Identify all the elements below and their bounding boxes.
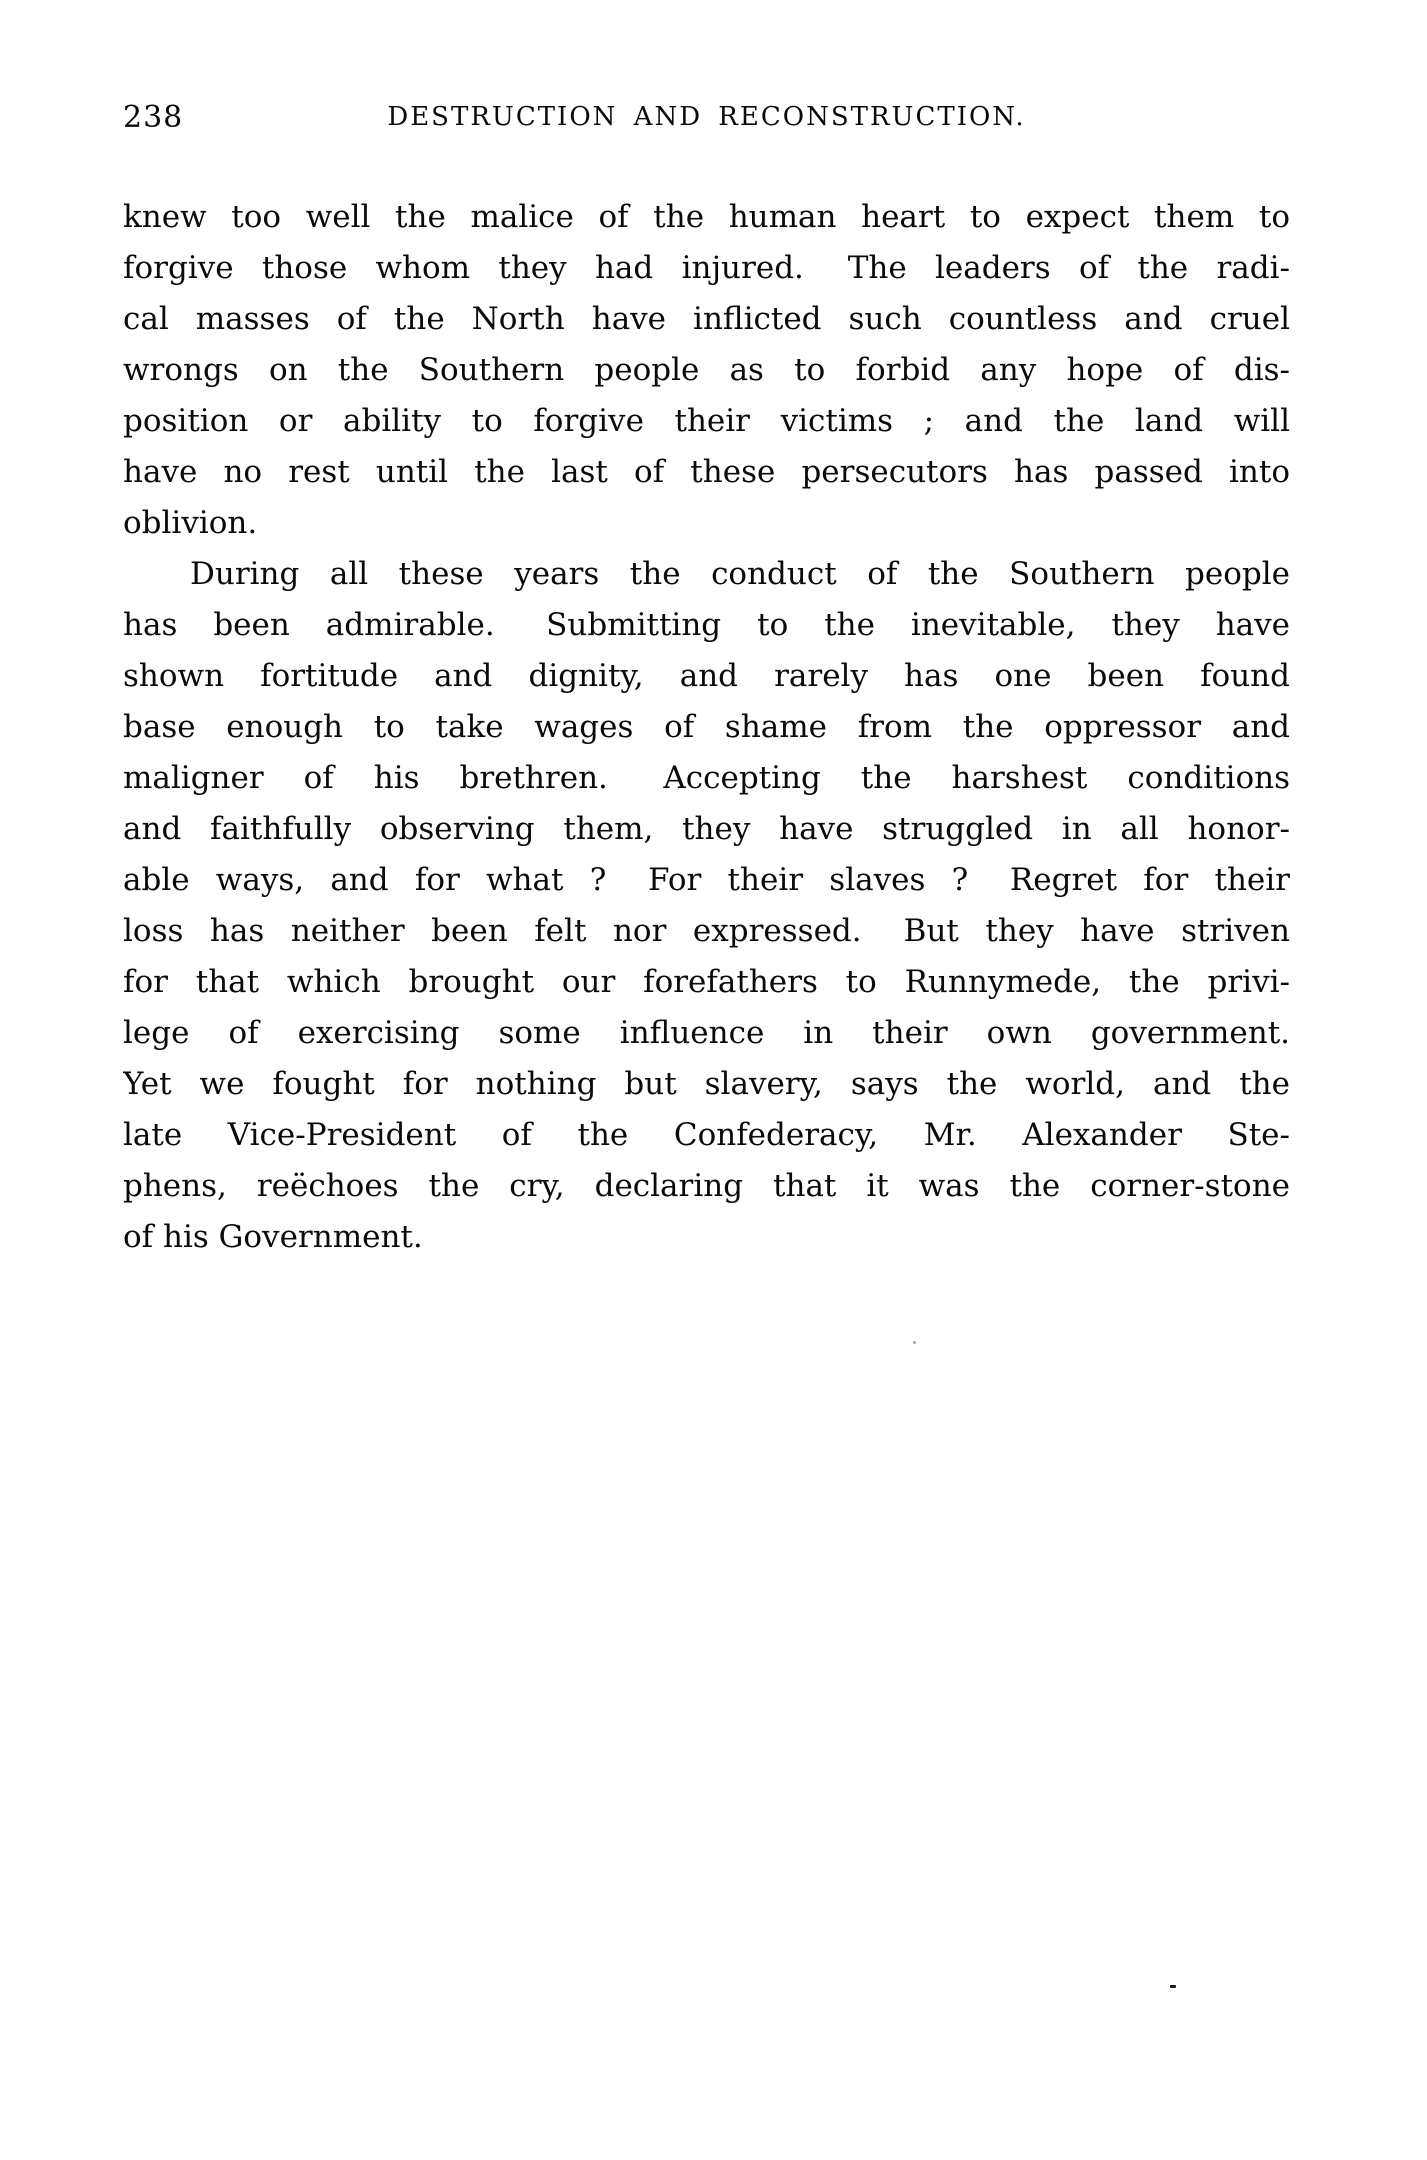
text-line: lege of exercising some influence in their own government. (123, 1015, 1290, 1051)
page-number: 238 (123, 100, 184, 135)
paragraph (123, 549, 1290, 1263)
paragraph (123, 192, 1290, 549)
text-line: wrongs on the Southern people as to forbid any hope of dis- (123, 352, 1290, 388)
text-line: knew too well the malice of the human heart to expect them to (123, 199, 1290, 235)
text-line: phens, reëchoes the cry, declaring that it was the corner-stone (123, 1168, 1290, 1204)
running-header-title: DESTRUCTION AND RECONSTRUCTION. (387, 102, 1026, 132)
text-line: cal masses of the North have inflicted such countless and cruel (123, 301, 1290, 337)
text-line: for that which brought our forefathers to Runnymede, the privi- (123, 964, 1290, 1000)
page-header (123, 100, 1290, 144)
ink-speck (913, 1341, 916, 1344)
text-line: base enough to take wages of shame from the oppressor and (123, 709, 1290, 745)
text-line: late Vice-President of the Confederacy, Mr. Alexander Ste- (123, 1117, 1290, 1153)
text-line: shown fortitude and dignity, and rarely has one been found (123, 658, 1290, 694)
page-text (123, 192, 1290, 1263)
text-line: position or ability to forgive their victims ; and the land will (123, 403, 1290, 439)
text-line: and faithfully observing them, they have struggled in all honor- (123, 811, 1290, 847)
text-line: oblivion. (123, 505, 258, 541)
text-line: loss has neither been felt nor expressed. But they have striven (123, 913, 1290, 949)
text-line: able ways, and for what ? For their slaves ? Regret for their (123, 862, 1290, 898)
text-line: maligner of his brethren. Accepting the harshest conditions (123, 760, 1290, 796)
text-line: have no rest until the last of these persecutors has passed into (123, 454, 1290, 490)
text-line: Yet we fought for nothing but slavery, says the world, and the (123, 1066, 1290, 1102)
text-line: forgive those whom they had injured. The leaders of the radi- (123, 250, 1290, 286)
text-line: has been admirable. Submitting to the inevitable, they have (123, 607, 1290, 643)
text-line: During all these years the conduct of the Southern people (190, 556, 1290, 592)
ink-speck (1170, 1985, 1176, 1988)
text-line: of his Government. (123, 1219, 423, 1255)
